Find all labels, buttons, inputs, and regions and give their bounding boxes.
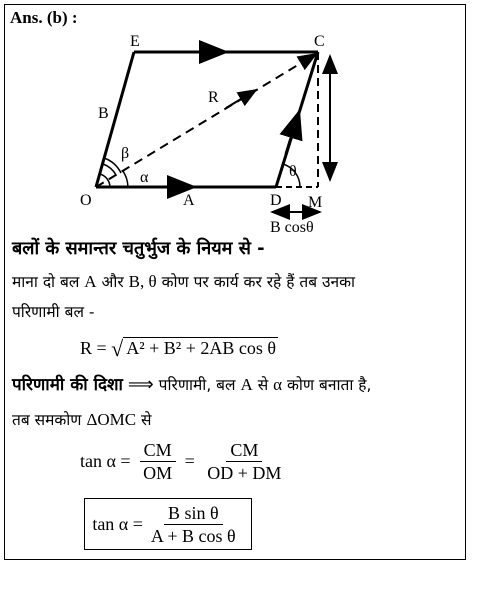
fraction-numerator: B sin θ	[164, 503, 223, 525]
fraction-cm-od-dm	[203, 440, 285, 483]
vector-B-label: B	[98, 105, 109, 122]
angle-full-arc	[100, 174, 110, 187]
resultant-formula	[80, 336, 278, 362]
point-D-label: D	[270, 192, 282, 209]
point-C-label: C	[314, 33, 325, 50]
eq1-equals: =	[184, 451, 195, 471]
angle-beta-arc	[103, 164, 116, 175]
fraction-denominator: A + B cos θ	[150, 525, 236, 546]
vector-R-label: R	[208, 89, 219, 106]
triangle-line	[12, 408, 152, 430]
direction-line	[12, 372, 371, 395]
fraction-denominator: OM	[143, 463, 173, 483]
b-cos-theta-label: B cosθ	[270, 219, 314, 235]
angle-alpha-arc	[123, 171, 128, 187]
fraction-cm-om	[139, 440, 176, 483]
tan-alpha-equation-1	[80, 440, 289, 483]
point-M-label: M	[308, 194, 323, 211]
fraction-denominator: OD + DM	[207, 463, 282, 483]
text-line-1	[12, 270, 355, 292]
point-A-label: A	[183, 192, 195, 209]
text-line-2: परिणामी बल -	[12, 303, 95, 321]
line1-part-d: कोण पर कार्य कर रहे हैं तब उनका	[161, 273, 355, 291]
angle-beta-label: β	[121, 145, 130, 162]
direction-text-c: कोण बनाता है,	[286, 376, 372, 394]
side-DC-arrow	[286, 112, 299, 154]
resultant-radicand: A² + B² + 2AB cos θ	[123, 337, 278, 358]
resultant-lhs: R =	[80, 338, 112, 358]
angle-theta-label: θ	[289, 163, 297, 180]
triangle-text-a: तब समकोण	[12, 411, 82, 429]
fraction-numerator: CM	[226, 440, 262, 462]
square-root	[111, 336, 278, 362]
resultant-R-mid-arrow	[226, 90, 256, 108]
triangle-text-c: से	[141, 411, 152, 429]
line1-symbol-A: A	[84, 272, 97, 291]
point-E-label: E	[130, 33, 140, 50]
section-heading: बलों के समान्तर चतुर्भुज के नियम से -	[12, 238, 265, 259]
parallelogram-diagram	[0, 0, 496, 235]
eq2-lhs: tan α =	[92, 513, 143, 534]
radical-sign-icon: √	[111, 336, 124, 361]
line1-symbols-B-theta: B, θ	[128, 272, 157, 291]
angle-alpha-label: α	[140, 169, 149, 186]
direction-symbol-A: A	[240, 375, 253, 394]
eq1-lhs: tan α =	[80, 451, 131, 471]
implies-arrow-icon: ⟹	[127, 374, 154, 395]
triangle-symbol: ΔOMC	[86, 410, 137, 429]
answer-label: Ans. (b) :	[10, 8, 78, 27]
fraction-final	[147, 503, 240, 546]
direction-text-b: से	[257, 376, 269, 394]
point-O-label: O	[80, 192, 92, 209]
line1-part-b: और	[101, 273, 124, 291]
line1-part-a: माना दो बल	[12, 273, 80, 291]
fraction-numerator: CM	[140, 440, 176, 462]
direction-symbol-alpha: α	[273, 375, 283, 394]
direction-text-a: परिणामी, बल	[158, 376, 236, 394]
direction-label: परिणामी की दिशा	[12, 375, 123, 395]
final-result-box	[84, 498, 252, 550]
